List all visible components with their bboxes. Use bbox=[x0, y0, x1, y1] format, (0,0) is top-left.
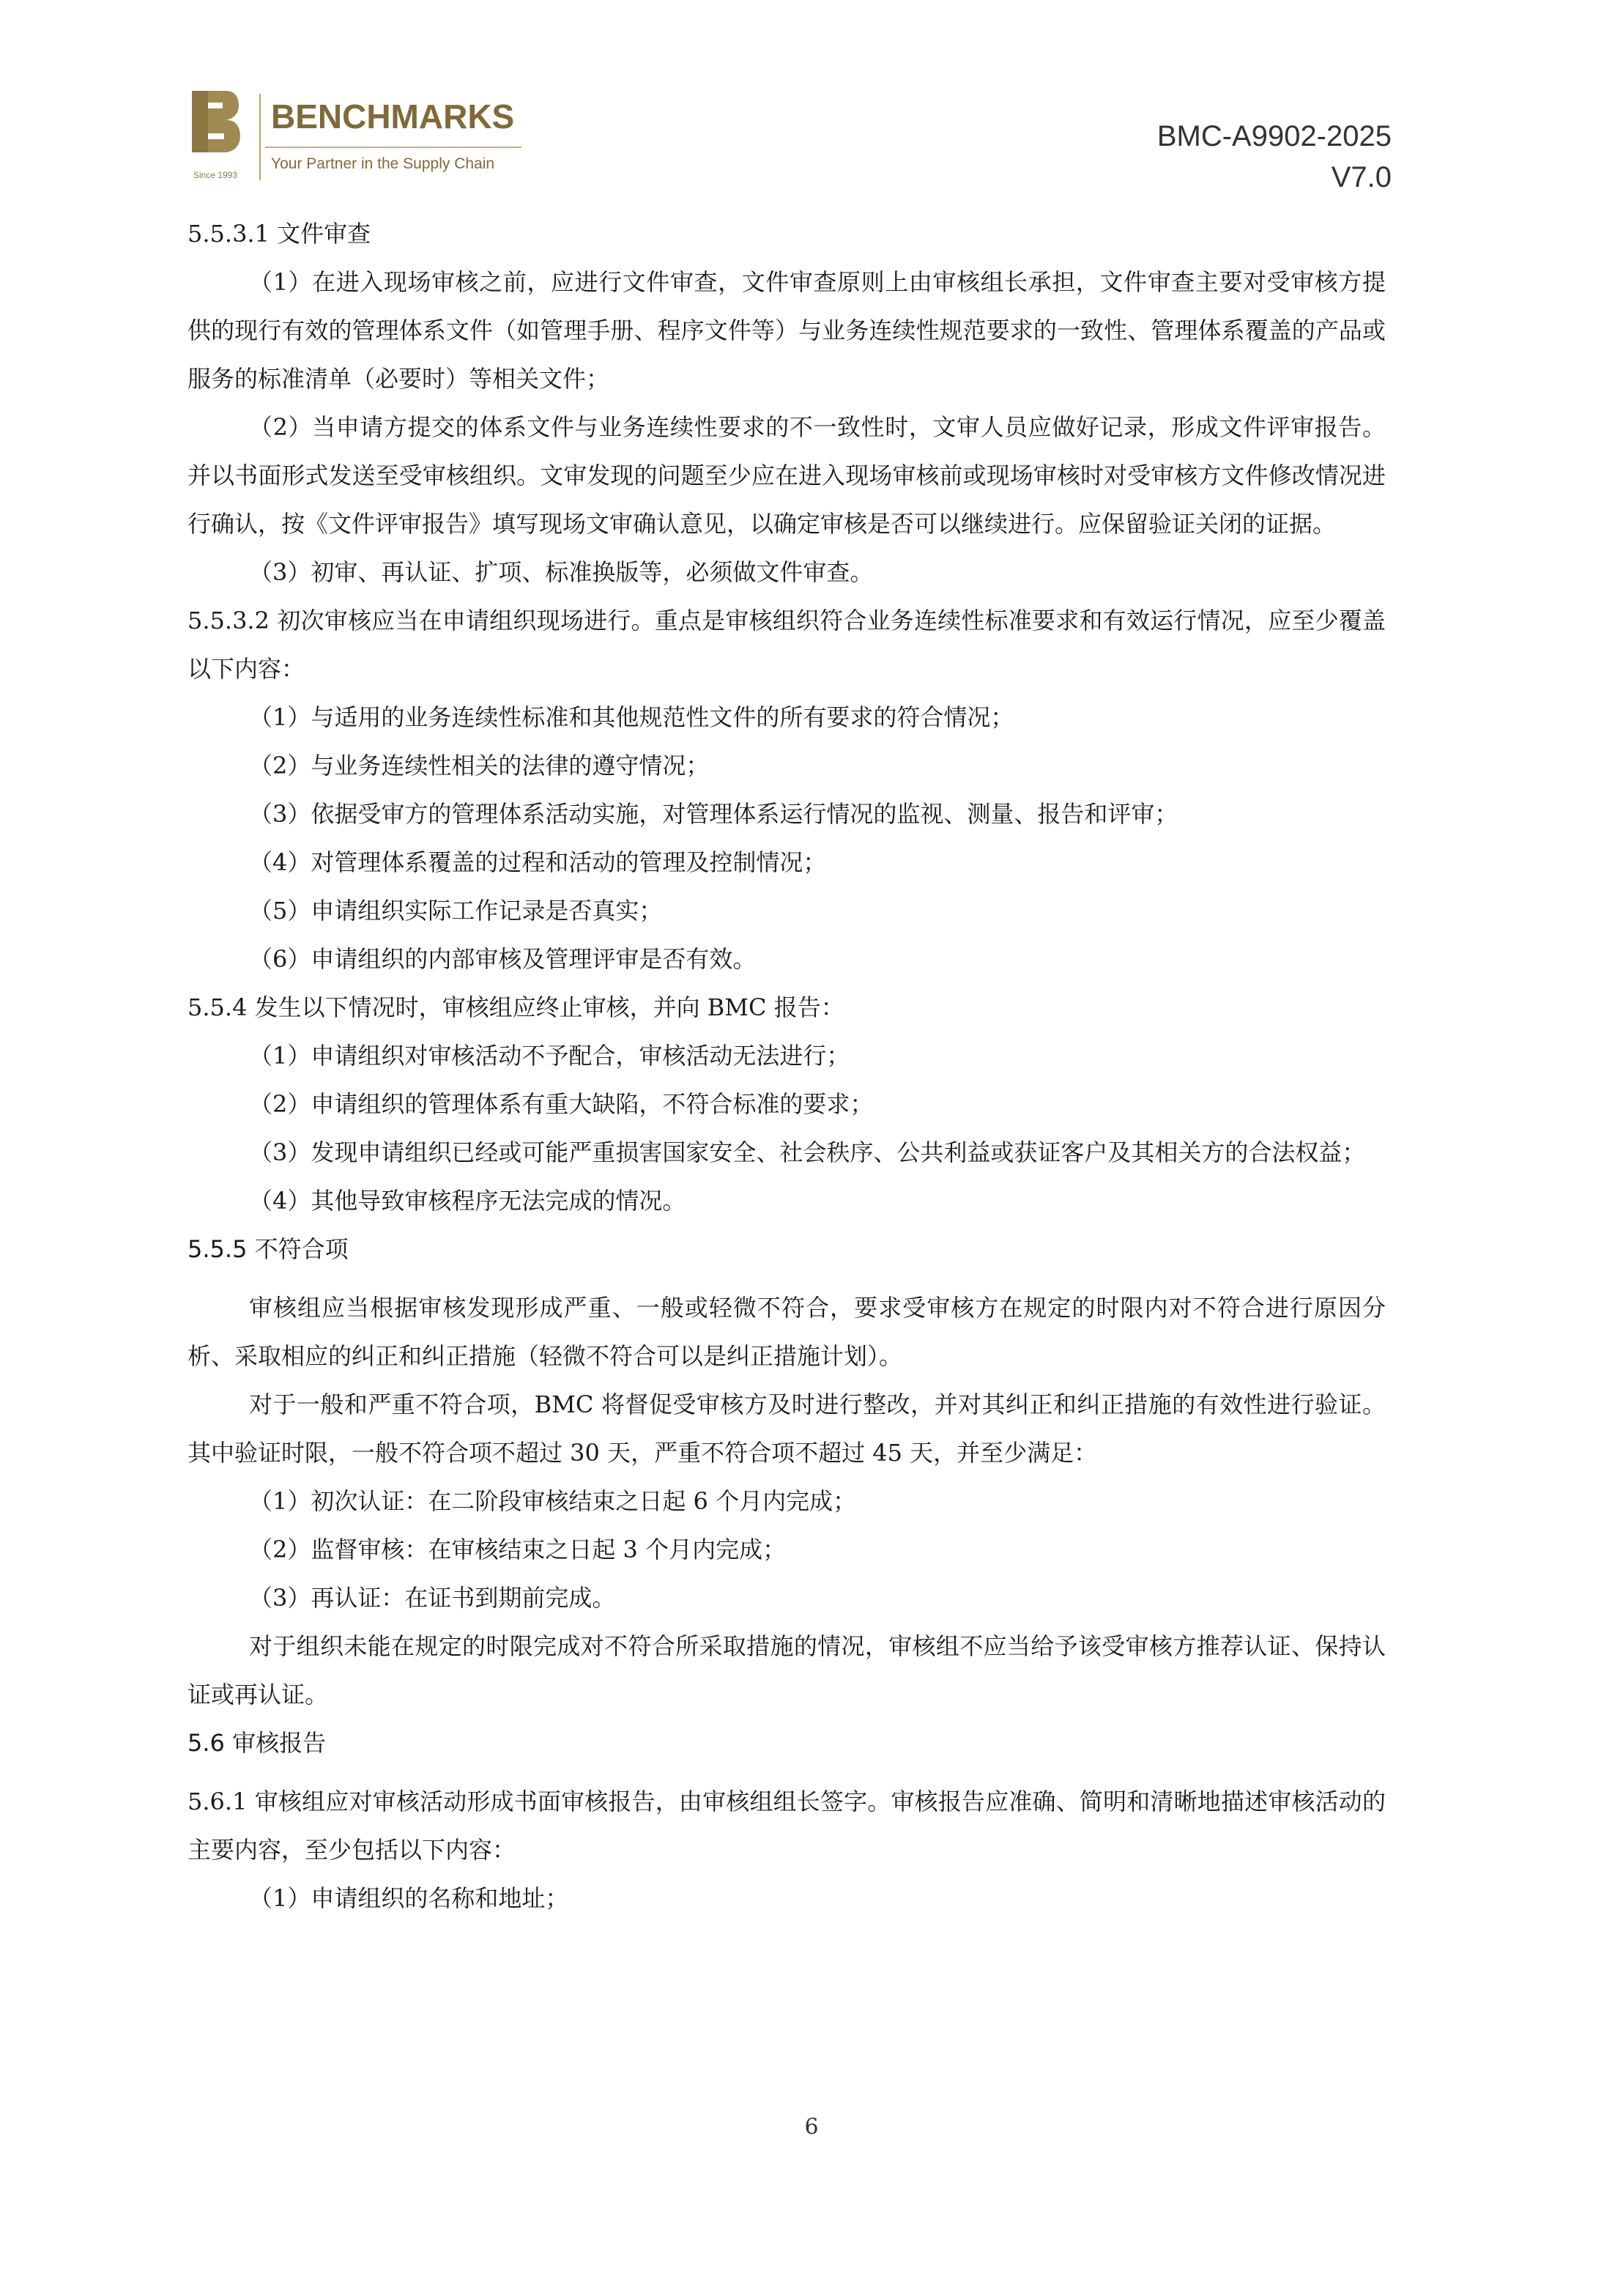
list-item: （2）申请组织的管理体系有重大缺陷，不符合标准的要求； bbox=[249, 1090, 874, 1118]
since-year: Since 1993 bbox=[193, 170, 238, 180]
logo-rule bbox=[265, 147, 521, 148]
company-logo bbox=[187, 88, 524, 183]
section-56-title: 5.6 审核报告 bbox=[187, 1729, 327, 1757]
document-info bbox=[1157, 116, 1392, 198]
section-561-paragraph: 5.6.1 审核组应对审核活动形成书面审核报告，由审核组组长签字。审核报告应准确、简明和清晰地描述审核活动的主要内容，至少包括以下内容： bbox=[187, 1788, 1386, 1864]
brand-tagline: Your Partner in the Supply Chain bbox=[271, 155, 495, 172]
paragraph: 对于一般和严重不符合项，BMC 将督促受审核方及时进行整改，并对其纠正和纠正措施的有效性进行验证。其中验证时限，一般不符合项不超过 30 天，严重不符合项不超过 45 天，并至少满足： bbox=[187, 1390, 1386, 1467]
section-5531-title: 5.5.3.1 文件审查 bbox=[187, 220, 371, 248]
list-item: （5）申请组织实际工作记录是否真实； bbox=[249, 897, 663, 925]
paragraph: 对于组织未能在规定的时限完成对不符合所采取措施的情况，审核组不应当给予该受审核方推荐认证、保持认证或再认证。 bbox=[187, 1632, 1386, 1708]
paragraph: 审核组应当根据审核发现形成严重、一般或轻微不符合，要求受审核方在规定的时限内对不符合进行原因分析、采取相应的纠正和纠正措施（轻微不符合可以是纠正措施计划）。 bbox=[187, 1294, 1386, 1370]
brand-name: BENCHMARKS bbox=[271, 97, 515, 136]
list-item: （1）申请组织的名称和地址； bbox=[249, 1884, 569, 1912]
list-item: （4）对管理体系覆盖的过程和活动的管理及控制情况； bbox=[249, 848, 827, 876]
section-554-paragraph: 5.5.4 发生以下情况时，审核组应终止审核，并向 BMC 报告： bbox=[187, 993, 844, 1021]
list-item: （2）监督审核：在审核结束之日起 3 个月内完成； bbox=[249, 1536, 787, 1563]
benchmarks-logo-icon bbox=[187, 88, 243, 170]
list-item: （3）依据受审方的管理体系活动实施，对管理体系运行情况的监视、测量、报告和评审； bbox=[249, 800, 1178, 828]
paragraph: （1）在进入现场审核之前，应进行文件审查，文件审查原则上由审核组长承担，文件审查主要对受审核方提供的现行有效的管理体系文件（如管理手册、程序文件等）与业务连续性规范要求的一致性、管理体系覆盖的产品或服务的标准清单（必要时）等相关文件； bbox=[187, 268, 1386, 393]
document-version: V7.0 bbox=[1331, 161, 1392, 193]
list-item: （3）再认证：在证书到期前完成。 bbox=[249, 1584, 616, 1612]
page-body bbox=[187, 210, 1386, 1922]
list-item: （3）发现申请组织已经或可能严重损害国家安全、社会秩序、公共利益或获证客户及其相关方的合法权益； bbox=[249, 1138, 1366, 1166]
page-number: 6 bbox=[804, 2114, 819, 2140]
paragraph: （3）初审、再认证、扩项、标准换版等，必须做文件审查。 bbox=[249, 558, 874, 586]
document-code: BMC-A9902-2025 bbox=[1156, 120, 1392, 152]
logo-divider bbox=[259, 94, 261, 180]
list-item: （4）其他导致审核程序无法完成的情况。 bbox=[249, 1187, 686, 1215]
list-item: （1）申请组织对审核活动不予配合，审核活动无法进行； bbox=[249, 1042, 850, 1070]
paragraph: （2）当申请方提交的体系文件与业务连续性要求的不一致性时，文审人员应做好记录，形成文件评审报告。并以书面形式发送至受审核组织。文审发现的问题至少应在进入现场审核前或现场审核时对受审核方文件修改情况进行确认，按《文件评审报告》填写现场文审确认意见，以确定审核是否可以继续进行。应保留验证关闭的证据。 bbox=[187, 413, 1386, 538]
list-item: （1）与适用的业务连续性标准和其他规范性文件的所有要求的符合情况； bbox=[249, 703, 1014, 731]
list-item: （2）与业务连续性相关的法律的遵守情况； bbox=[249, 752, 710, 779]
list-item: （1）初次认证：在二阶段审核结束之日起 6 个月内完成； bbox=[249, 1487, 857, 1515]
list-item: （6）申请组织的内部审核及管理评审是否有效。 bbox=[249, 945, 757, 973]
section-5532-paragraph: 5.5.3.2 初次审核应当在申请组织现场进行。重点是审核组织符合业务连续性标准要求和有效运行情况，应至少覆盖以下内容： bbox=[187, 607, 1386, 683]
section-555-title: 5.5.5 不符合项 bbox=[187, 1235, 349, 1263]
